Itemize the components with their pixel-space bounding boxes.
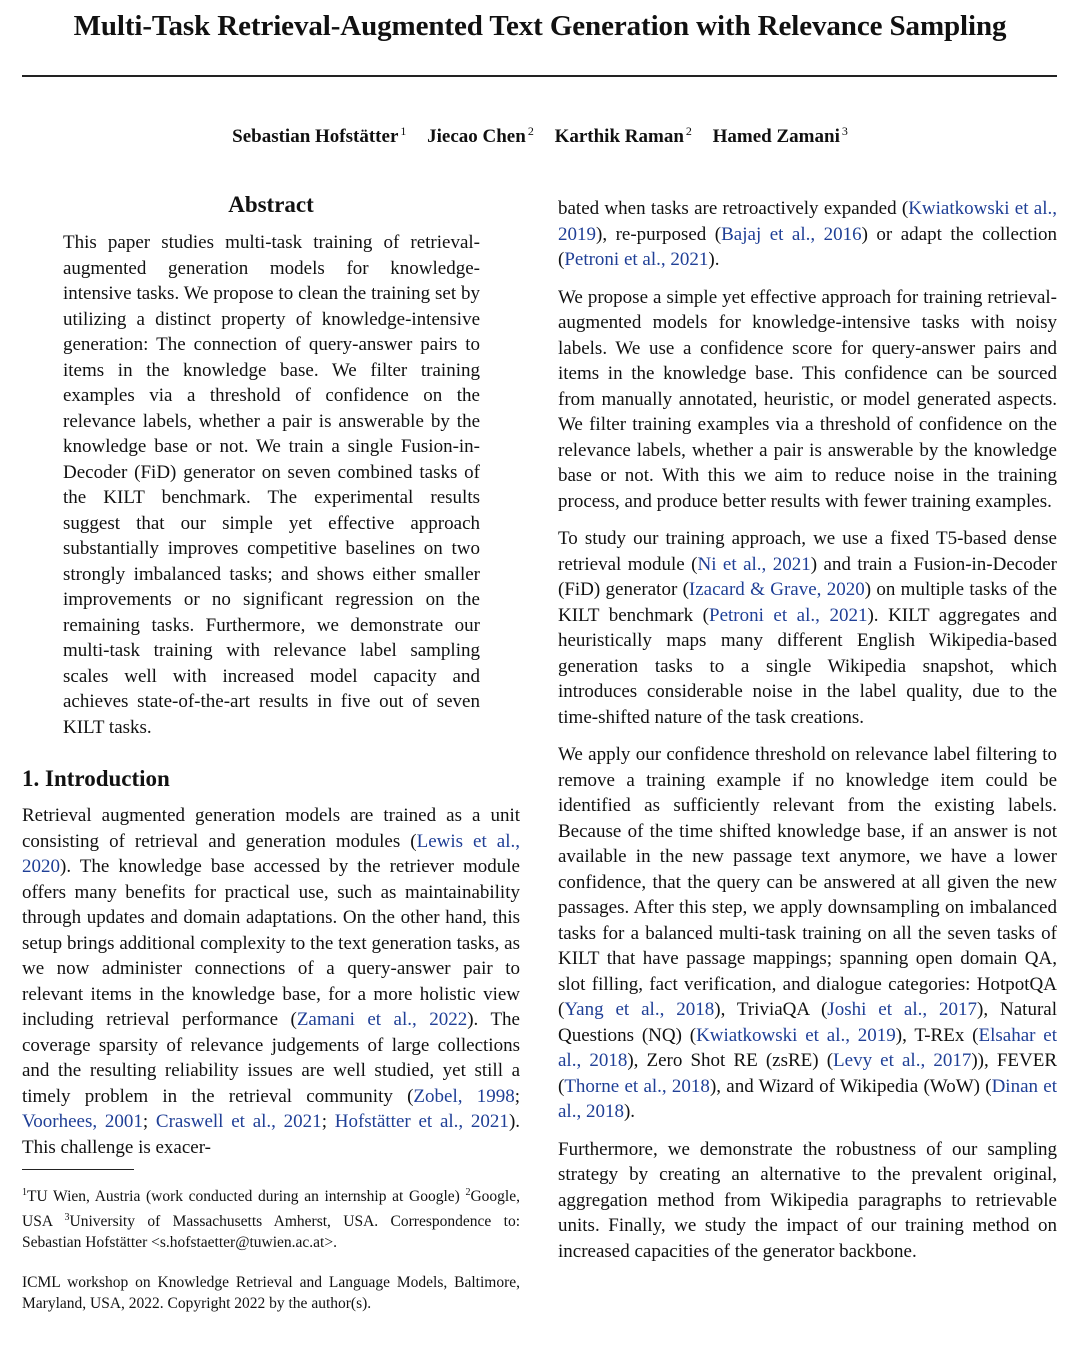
- citation-link[interactable]: Lewis et al., 2020: [22, 830, 520, 877]
- abstract-heading: Abstract: [228, 192, 314, 217]
- citation-link[interactable]: Petroni et al., 2021: [564, 249, 709, 270]
- body-paragraph: We apply our confidence threshold on relevance label filtering to remove a training example if no knowledge item could be identified as sufficiently relevant from the existing labels. Because of the time shifted knowledge base, if an answer is not available in the new passage text anymore, we have a lower confidence, that the query can be answered at all given the new passages. After this step, we apply downsampling on imbalanced tasks for a balanced multi-task training on all the seven tasks of KILT that have passage mappings; spanning open domain QA, slot filling, fact verification, and dialogue categories: HotpotQA (Yang et al., 2018), TriviaQA (Joshi et al., 2017), Natural Questions (NQ) (Kwiatkowski et al., 2019), T-REx (Elsahar et al., 2018), Zero Shot RE (zsRE) (Levy et al., 2017)), FEVER (Thorne et al., 2018), and Wizard of Wikipedia (WoW) (Dinan et al., 2018).: [558, 744, 1058, 1122]
- citation-link[interactable]: Kwiatkowski et al., 2019: [558, 198, 1057, 245]
- citation-link[interactable]: Ni et al., 2021: [697, 553, 811, 575]
- citation-link[interactable]: Izacard & Grave, 2020: [688, 579, 865, 600]
- left-column: [22, 190, 520, 1314]
- intro-paragraph: Retrieval augmented generation models are trained as a unit consisting of retrieval and generation modules (Lewis et al., 2020). The knowledge base accessed by the retriever module offers many benefits for practical use, such as maintainability through updates and domain adaptations. On the other hand, this setup brings additional complexity to the text generation tasks, as we now administer connections of a query-answer pair to relevant items in the knowledge base, for a more holistic view including retrieval performance (Zamani et al., 2022). The coverage sparsity of relevance judgements of large collections and the resulting reliability issues are well studied, yet still a timely problem in the retrieval community (Zobel, 1998; Voorhees, 2001; Craswell et al., 2021; Hofstätter et al., 2021). This challenge is exacer-: [22, 805, 521, 1158]
- affiliation-footnote: $^1$TU Wien, Austria (work conducted during an internship at Google) $^2$Google, USA $^3$University of Massachusetts Amherst, USA. Correspondence to: Sebastian Hofstätter <s.hofstaetter@tuwien.ac.at>.: [22, 1187, 521, 1252]
- author: [555, 126, 692, 147]
- author: [427, 126, 534, 147]
- affiliation-mark: 1: [400, 124, 407, 138]
- citation-link[interactable]: Bajaj et al., 2016: [721, 223, 862, 245]
- body-paragraph: We propose a simple yet effective approach for training retrieval-augmented models for knowledge-intensive tasks with noisy labels. We use a confidence score for query-answer pairs and items in the knowledge base. This confidence can be sourced from manually annotated, heuristic, or model generated aspects. We filter training examples via a threshold of confidence on the relevance labels, whether a pair is answerable by the knowledge base or not. With this we aim to reduce noise in the training process, and produce better results with fewer training examples.: [558, 286, 1057, 512]
- citation-link[interactable]: Joshi et al., 2017: [827, 999, 978, 1020]
- section-heading-introduction: 1. Introduction: [22, 766, 170, 791]
- footnote-rule: [22, 1169, 134, 1170]
- citation-link[interactable]: Voorhees, 2001: [22, 1111, 143, 1132]
- author: [713, 126, 848, 147]
- citation-link[interactable]: Zamani et al., 2022: [296, 1009, 468, 1030]
- citation-link[interactable]: Craswell et al., 2021: [155, 1111, 322, 1132]
- paper-title: Multi-Task Retrieval-Augmented Text Generation with Relevance Sampling: [73, 10, 1007, 42]
- citation-link[interactable]: Elsahar et al., 2018: [558, 1024, 1057, 1071]
- abstract-text: This paper studies multi-task training of retrieval-augmented generation models for knowledge-intensive tasks. We propose to clean the training set by utilizing a distinct property of knowledge-intensive generation: The connection of query-answer pairs to items in the knowledge base. We filter training examples via a threshold of confidence on the relevance labels, whether a pair is answerable by the knowledge base or not. We train a single Fusion-in-Decoder (FiD) generator on seven combined tasks of the KILT benchmark. The experimental results suggest that our simple yet effective approach substantially improves competitive baselines on two strongly imbalanced tasks; and shows either smaller improvements or no significant regression on the remaining tasks. Furthermore, we demonstrate our multi-task training with relevance label sampling scales well with increased model capacity and achieves state-of-the-art results in five out of seven KILT tasks.: [63, 232, 480, 738]
- author-name: Hamed Zamani: [712, 126, 840, 148]
- author-name: Sebastian Hofstätter: [232, 126, 399, 148]
- body-paragraph: Furthermore, we demonstrate the robustness of our sampling strategy by creating an alternative to the prevalent original, aggregation method from Wikipedia paragraphs to retrievable units. Finally, we study the impact of our training method on increased capacities of the generator backbone.: [558, 1138, 1057, 1262]
- affiliation-mark: 2: [685, 124, 692, 138]
- right-column: [558, 196, 1057, 1276]
- affiliation-mark: 3: [841, 124, 848, 138]
- citation-link[interactable]: Thorne et al., 2018: [564, 1075, 710, 1097]
- citation-link[interactable]: Dinan et al., 2018: [558, 1075, 1057, 1122]
- author-name: Karthik Raman: [554, 126, 684, 148]
- citation-link[interactable]: Petroni et al., 2021: [709, 604, 868, 626]
- citation-link[interactable]: Yang et al., 2018: [564, 999, 715, 1020]
- author: [232, 126, 406, 147]
- citation-link[interactable]: Hofstätter et al., 2021: [334, 1111, 509, 1132]
- venue-note: ICML workshop on Knowledge Retrieval and Language Models, Baltimore, Maryland, USA, 2022. Copyright 2022 by the author(s).: [22, 1274, 520, 1313]
- affiliation-mark: 2: [527, 124, 534, 138]
- citation-link[interactable]: Kwiatkowski et al., 2019: [696, 1024, 896, 1046]
- body-paragraph: To study our training approach, we use a fixed T5-based dense retrieval module (Ni et al., 2021) and train a Fusion-in-Decoder (FiD) generator (Izacard & Grave, 2020) on multiple tasks of the KILT benchmark (Petroni et al., 2021). KILT aggregates and heuristically maps many different English Wikipedia-based generation tasks to a single Wikipedia snapshot, which introduces considerable noise in the label quality, due to the time-shifted nature of the task creations.: [558, 528, 1058, 728]
- title-rule: [22, 75, 1057, 77]
- author-list: [0, 124, 1080, 148]
- body-paragraph: bated when tasks are retroactively expanded (Kwiatkowski et al., 2019), re-purposed (Bajaj et al., 2016) or adapt the collection (Petroni et al., 2021).: [558, 198, 1057, 270]
- citation-link[interactable]: Zobel, 1998: [413, 1085, 515, 1107]
- citation-link[interactable]: Levy et al., 2017: [833, 1050, 972, 1071]
- author-name: Jiecao Chen: [427, 126, 526, 148]
